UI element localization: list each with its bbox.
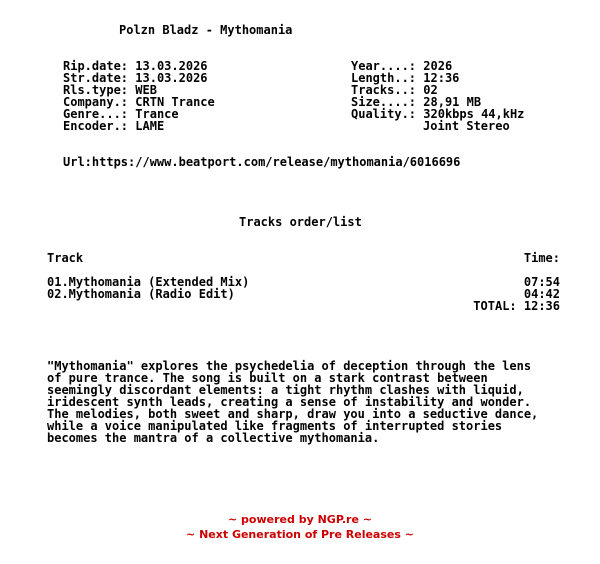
info-value: 2026 — [423, 59, 453, 73]
track-time: 07:54 — [523, 275, 560, 289]
info-label: Rls.type: — [63, 83, 129, 97]
time-column-header: Time: — [523, 251, 560, 265]
info-label: Company.: — [63, 95, 129, 109]
info-value: 28,91 MB — [423, 95, 482, 109]
info-value: 13.03.2026 — [135, 59, 208, 73]
info-row — [423, 120, 510, 132]
description-line: seemingly discordant elements: a tight rhythm clashes with liquid, — [47, 383, 524, 397]
info-label: Quality.: — [351, 107, 417, 121]
info-value: CRTN Trance — [135, 95, 215, 109]
info-label: Year....: — [351, 59, 417, 73]
release-title: Polzn Bladz - Mythomania — [119, 23, 293, 37]
description-line: while a voice manipulated like fragments of interrupted stories — [47, 419, 503, 433]
info-label: Size....: — [351, 95, 417, 109]
info-value: 13.03.2026 — [135, 71, 208, 85]
description-line: becomes the mantra of a collective mythomania. — [47, 431, 380, 445]
info-label: Tracks..: — [351, 83, 417, 97]
info-value: WEB — [135, 83, 157, 97]
info-value: 02 — [423, 83, 438, 97]
tracks-heading: Tracks order/list — [239, 215, 362, 229]
url-label: Url: — [63, 155, 92, 169]
release-url-row — [63, 156, 460, 168]
info-value: 12:36 — [423, 71, 460, 85]
info-label: Str.date: — [63, 71, 129, 85]
info-label: Encoder.: — [63, 119, 129, 133]
track-column-header: Track — [47, 251, 84, 265]
info-value: LAME — [135, 119, 165, 133]
track-title: 01.Mythomania (Extended Mix) — [47, 275, 250, 289]
info-value: 320kbps 44,kHz — [423, 107, 525, 121]
total-time: TOTAL: 12:36 — [473, 299, 560, 313]
info-value: Trance — [135, 107, 179, 121]
info-label: Rip.date: — [63, 59, 129, 73]
info-label: Genre...: — [63, 107, 129, 121]
release-url-link[interactable]: https://www.beatport.com/release/mythomania/6016696 — [91, 155, 461, 169]
description-line: The melodies, both sweet and sharp, draw you into a seductive dance, — [47, 407, 539, 421]
info-label: Length..: — [351, 71, 417, 85]
description-line: of pure trance. The song is built on a stark contrast between — [47, 371, 488, 385]
track-time: 04:42 — [523, 287, 560, 301]
footer-tagline: ~ Next Generation of Pre Releases ~ — [186, 528, 414, 541]
description-line: "Mythomania" explores the psychedelia of deception through the lens — [47, 359, 532, 373]
description-line: iridescent synth leads, creating a sense of instability and wonder. — [47, 395, 532, 409]
footer-powered-by[interactable]: ~ powered by NGP.re ~ — [228, 513, 372, 526]
info-row — [63, 120, 164, 132]
track-title: 02.Mythomania (Radio Edit) — [47, 287, 235, 301]
info-value: Joint Stereo — [423, 119, 510, 133]
